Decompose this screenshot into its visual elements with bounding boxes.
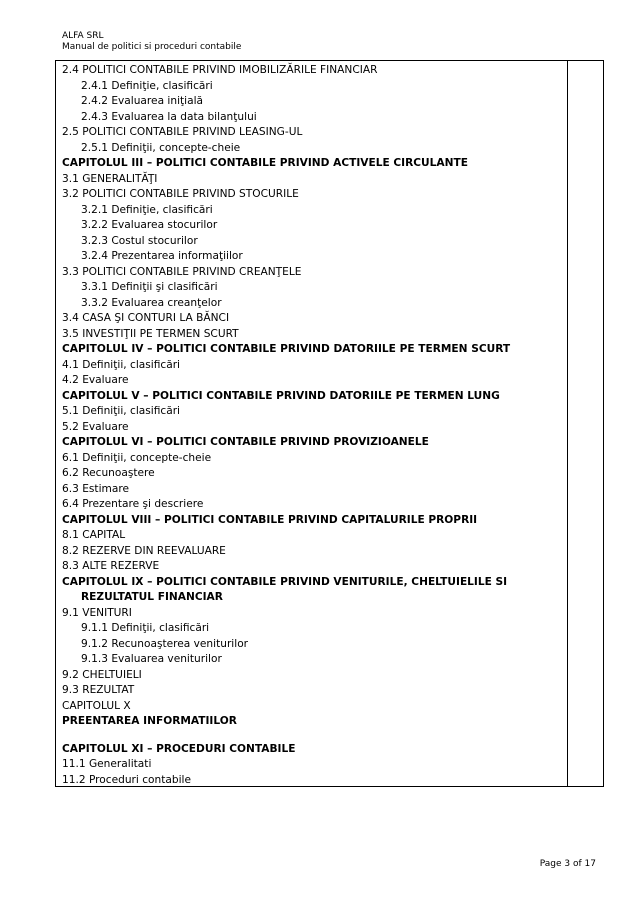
toc-entry: 11.2 Proceduri contabile xyxy=(62,773,192,786)
toc-entry: 6.2 Recunoaştere xyxy=(62,467,155,479)
toc-entry: 9.1 VENITURI xyxy=(62,606,132,619)
toc-entry: 8.1 CAPITAL xyxy=(62,529,126,541)
toc-entry: 6.3 Estimare xyxy=(62,482,129,495)
toc-chapter-heading: CAPITOLUL IV – POLITICI CONTABILE PRIVIND DATORIILE PE TERMEN SCURT xyxy=(62,343,511,355)
toc-entry: 9.1.3 Evaluarea veniturilor xyxy=(81,653,222,665)
toc-entry: 5.2 Evaluare xyxy=(62,420,129,433)
toc-entry: 4.1 Definiţii, clasificări xyxy=(62,358,181,371)
toc-entry: 2.4.2 Evaluarea iniţială xyxy=(81,95,204,107)
toc-entry: 3.3.2 Evaluarea creanţelor xyxy=(81,296,222,309)
toc-entry: 3.2.2 Evaluarea stocurilor xyxy=(81,219,218,231)
toc-entry: 9.2 CHELTUIELI xyxy=(62,668,142,681)
toc-entry: 2.4.3 Evaluarea la data bilanţului xyxy=(81,110,257,123)
toc-spacer xyxy=(62,730,562,742)
toc-entry: 4.2 Evaluare xyxy=(62,374,129,386)
margin-column-divider xyxy=(567,60,568,787)
toc-entry: 8.3 ALTE REZERVE xyxy=(62,560,160,572)
toc-entry: 3.3.1 Definiţii şi clasificări xyxy=(81,281,218,293)
toc-chapter-heading: CAPITOLUL V – POLITICI CONTABILE PRIVIND DATORIILE PE TERMEN LUNG xyxy=(62,389,500,402)
toc-entry: 3.2.3 Costul stocurilor xyxy=(81,234,198,247)
toc-entry: 3.4 CASA ŞI CONTURI LA BĂNCI xyxy=(62,312,230,324)
toc-entry: 9.1.2 Recunoaşterea veniturilor xyxy=(81,637,249,650)
toc-entry: 3.2.1 Definiţie, clasificări xyxy=(81,203,213,216)
toc-entry: 3.2.4 Prezentarea informaţiilor xyxy=(81,250,243,262)
toc-entry: 9.1.1 Definiţii, clasificări xyxy=(81,622,210,634)
toc-entry: 3.2 POLITICI CONTABILE PRIVIND STOCURILE xyxy=(62,188,299,200)
toc-chapter-heading: CAPITOLUL VI – POLITICI CONTABILE PRIVIND PROVIZIOANELE xyxy=(62,436,429,448)
toc-entry: 8.2 REZERVE DIN REEVALUARE xyxy=(62,544,226,557)
toc-chapter-heading: CAPITOLUL XI – PROCEDURI CONTABILE xyxy=(62,742,296,755)
toc-chapter-heading: CAPITOLUL III – POLITICI CONTABILE PRIVIND ACTIVELE CIRCULANTE xyxy=(62,157,468,169)
toc-entry: 2.4.1 Definiţie, clasificări xyxy=(81,79,213,92)
toc-entry: 5.1 Definiţii, clasificări xyxy=(62,405,181,417)
page-number: Page 3 of 17 xyxy=(539,859,596,869)
toc-entry: 2.4 POLITICI CONTABILE PRIVIND IMOBILIZĂRILE FINANCIAR xyxy=(62,64,378,76)
toc-entry: 3.5 INVESTIŢII PE TERMEN SCURT xyxy=(62,327,239,340)
toc-entry: CAPITOLUL X xyxy=(62,699,131,712)
toc-chapter-heading: CAPITOLUL IX – POLITICI CONTABILE PRIVIND VENITURILE, CHELTUIELILE SI xyxy=(62,575,508,588)
toc-entry: 6.4 Prezentare şi descriere xyxy=(62,498,204,510)
toc-entry: 3.3 POLITICI CONTABILE PRIVIND CREANŢELE xyxy=(62,265,302,278)
toc-entry: 2.5 POLITICI CONTABILE PRIVIND LEASING-UL xyxy=(62,126,303,138)
toc-chapter-heading: CAPITOLUL VIII – POLITICI CONTABILE PRIVIND CAPITALURILE PROPRII xyxy=(62,513,478,526)
toc-entry: 2.5.1 Definiţii, concepte-cheie xyxy=(81,141,241,154)
toc-entry: 6.1 Definiţii, concepte-cheie xyxy=(62,451,212,464)
company-name: ALFA SRL xyxy=(62,31,104,41)
table-of-contents xyxy=(62,63,562,788)
page-header xyxy=(62,31,241,53)
document-subtitle: Manual de politici si proceduri contabile xyxy=(62,42,242,52)
toc-chapter-heading: REZULTATUL FINANCIAR xyxy=(81,591,223,603)
toc-entry: 11.1 Generalitati xyxy=(62,758,152,770)
toc-entry: 9.3 REZULTAT xyxy=(62,684,135,696)
toc-entry: 3.1 GENERALITĂŢI xyxy=(62,172,158,185)
toc-chapter-heading: PREENTAREA INFORMATIILOR xyxy=(62,715,237,727)
